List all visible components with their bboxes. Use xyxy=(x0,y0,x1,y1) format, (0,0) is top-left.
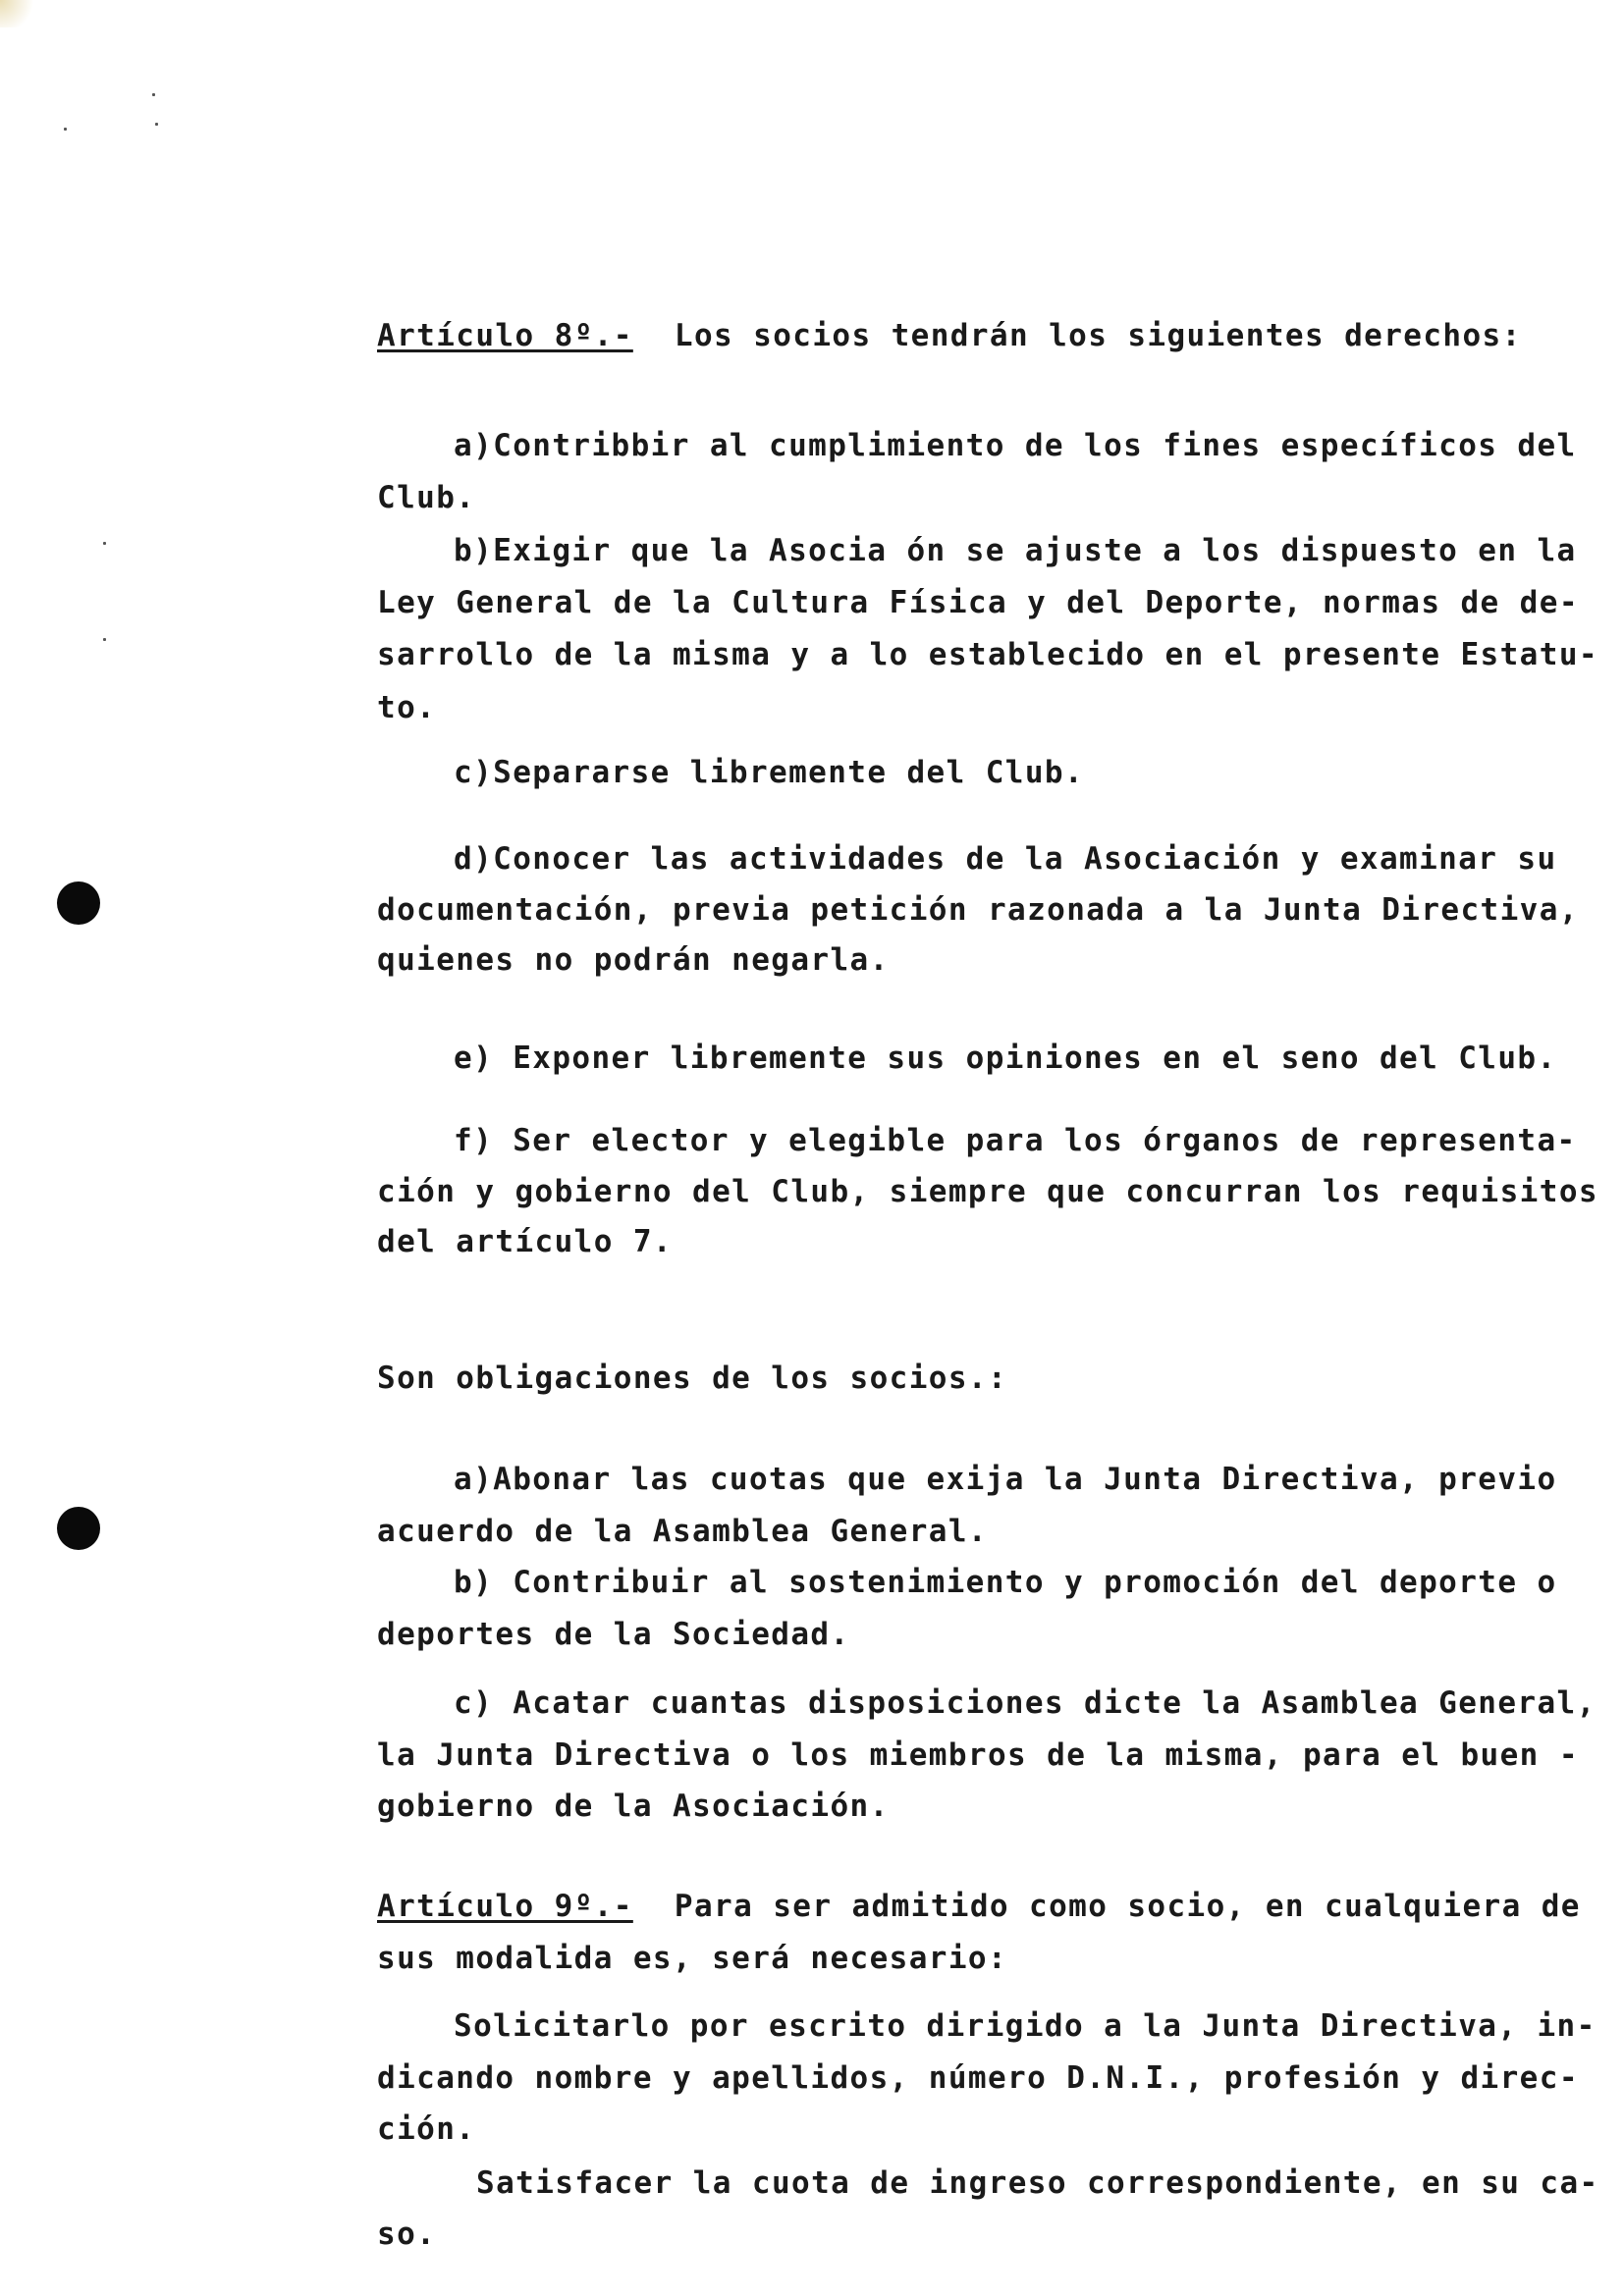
text-line: Solicitarlo por escrito dirigido a la Junta Directiva, in- xyxy=(454,2008,1597,2044)
text-line: b)Exigir que la Asocia ón se ajuste a los dispuesto en la xyxy=(454,533,1577,568)
text-line: la Junta Directiva o los miembros de la misma, para el buen - xyxy=(377,1737,1579,1773)
speck xyxy=(152,93,155,96)
text-line: c) Acatar cuantas disposiciones dicte la Asamblea General, xyxy=(454,1685,1597,1721)
obligations-heading: Son obligaciones de los socios.: xyxy=(377,1361,1008,1396)
text-line: b) Contribuir al sostenimiento y promoción del deporte o xyxy=(454,1565,1557,1600)
text-line: quienes no podrán negarla. xyxy=(377,942,890,978)
speck xyxy=(64,128,67,131)
text-line: a)Abonar las cuotas que exija la Junta Directiva, previo xyxy=(454,1462,1557,1497)
text-line: to. xyxy=(377,690,437,725)
article-8-intro: Los socios tendrán los siguientes derechos: xyxy=(674,318,1522,353)
text-line: Club. xyxy=(377,480,476,515)
text-line: so. xyxy=(377,2216,437,2252)
punch-hole xyxy=(57,881,100,925)
text-line: d)Conocer las actividades de la Asociación y examinar su xyxy=(454,841,1557,877)
article-8-heading: Artículo 8º.- xyxy=(377,318,633,353)
text-line: del artículo 7. xyxy=(377,1224,673,1259)
text-line: Satisfacer la cuota de ingreso correspondiente, en su ca- xyxy=(476,2165,1599,2201)
text-line: f) Ser elector y elegible para los órganos de representa- xyxy=(454,1123,1577,1158)
article-8-line xyxy=(377,316,1604,355)
text-line: c)Separarse libremente del Club. xyxy=(454,755,1085,790)
text-line: Ley General de la Cultura Física y del Deporte, normas de de- xyxy=(377,585,1579,620)
text-line: documentación, previa petición razonada a la Junta Directiva, xyxy=(377,892,1579,928)
article-9-heading: Artículo 9º.- xyxy=(377,1889,633,1924)
speck xyxy=(103,542,106,545)
text-line: a)Contribbir al cumplimiento de los fines específicos del xyxy=(454,428,1577,463)
text-line: deportes de la Sociedad. xyxy=(377,1617,850,1652)
punch-hole xyxy=(57,1507,100,1550)
text-line: gobierno de la Asociación. xyxy=(377,1789,890,1824)
text-line: sus modalida es, será necesario: xyxy=(377,1941,1008,1976)
speck xyxy=(103,638,106,641)
article-9-line xyxy=(377,1887,1604,1926)
speck xyxy=(155,123,158,126)
text-line: dicando nombre y apellidos, número D.N.I., profesión y direc- xyxy=(377,2060,1579,2096)
article-9-intro: Para ser admitido como socio, en cualquiera de xyxy=(674,1889,1581,1924)
text-line: acuerdo de la Asamblea General. xyxy=(377,1514,988,1549)
text-line: ción. xyxy=(377,2111,476,2147)
text-line: sarrollo de la misma y a lo establecido en el presente Estatu- xyxy=(377,637,1598,672)
text-line: ción y gobierno del Club, siempre que concurran los requisitos xyxy=(377,1174,1598,1209)
text-line: e) Exponer libremente sus opiniones en el seno del Club. xyxy=(454,1041,1557,1076)
paper-stain xyxy=(0,0,39,27)
